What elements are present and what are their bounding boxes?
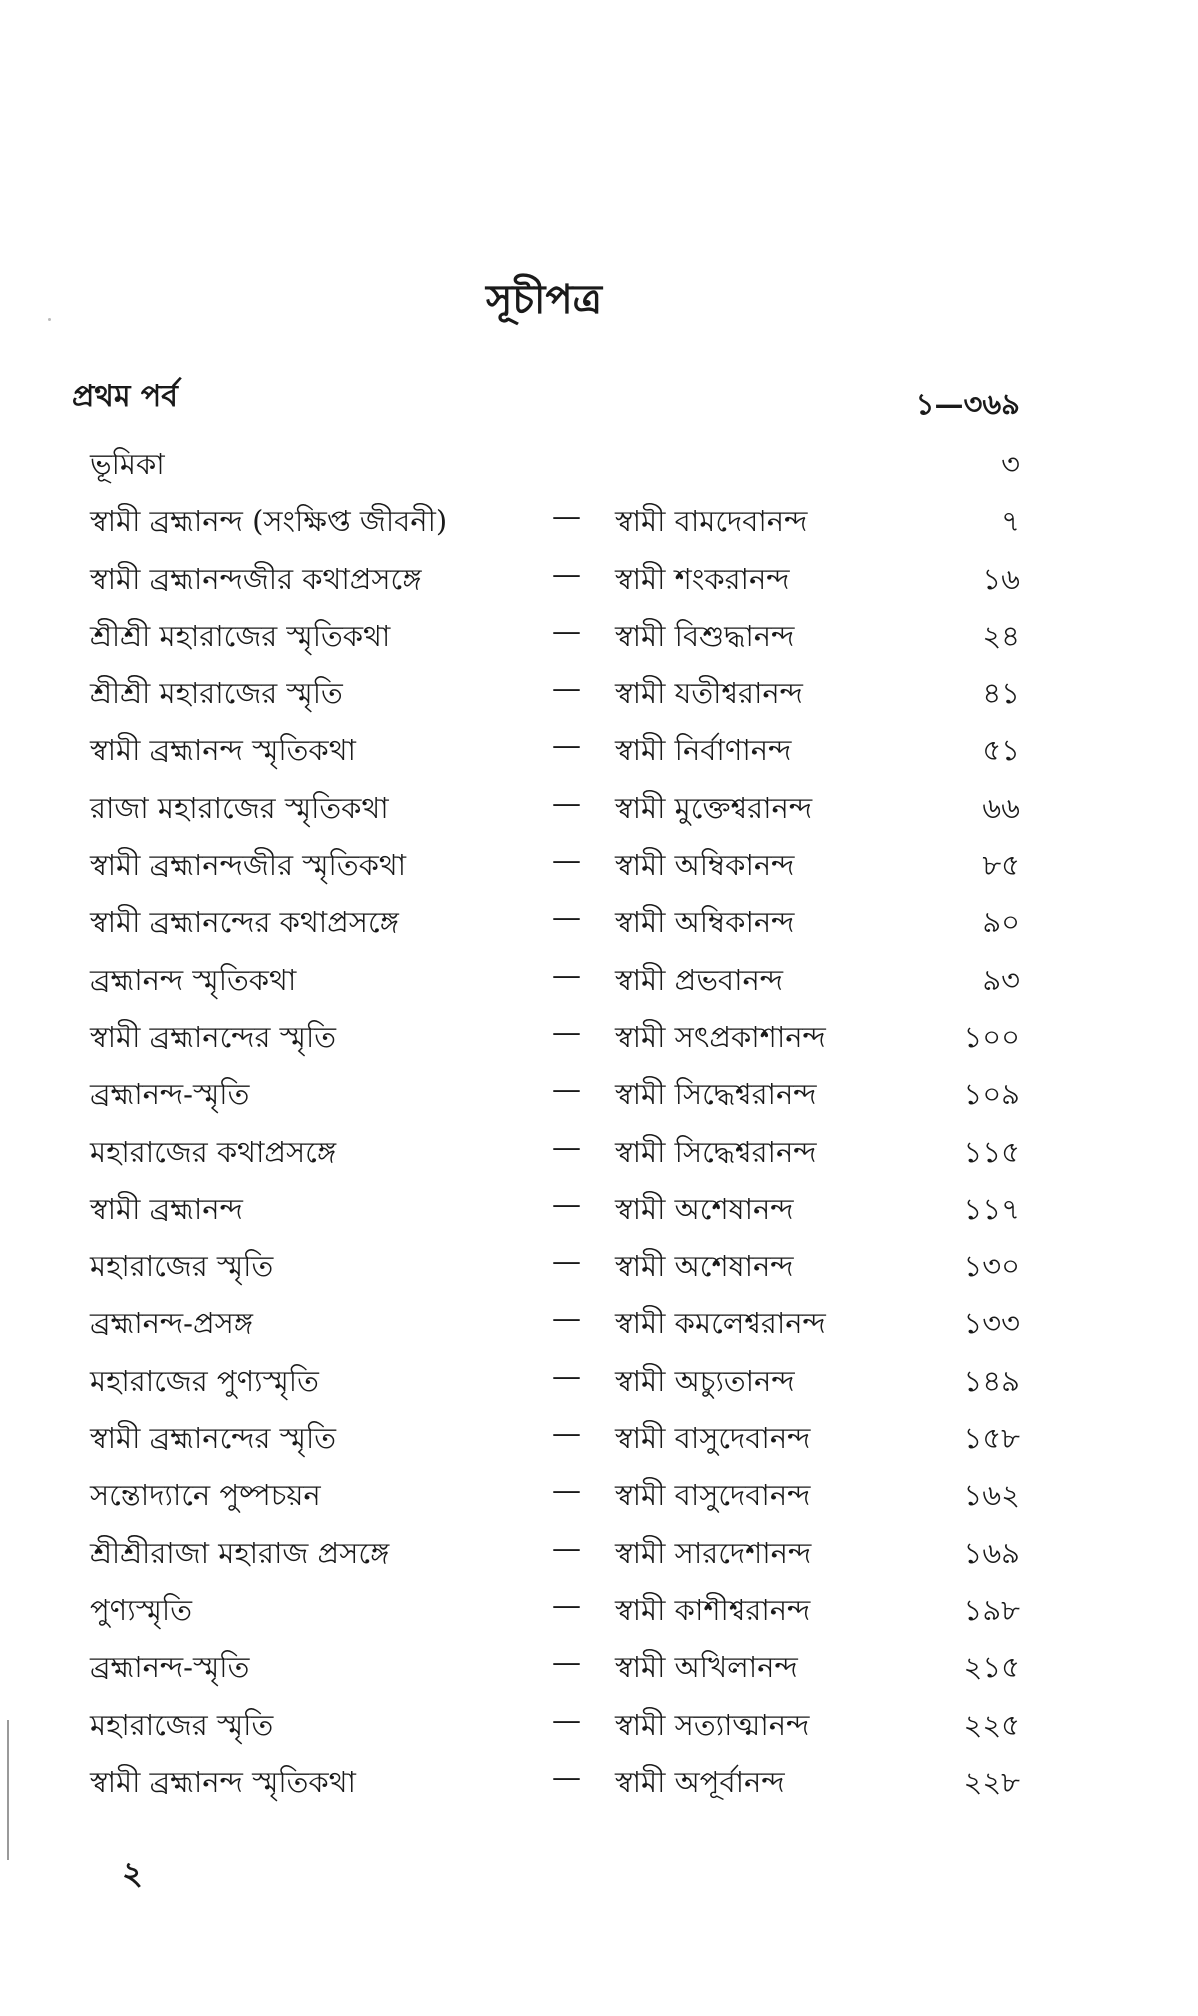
entry-title: শ্রীশ্রী মহারাজের স্মৃতি — [90, 676, 343, 711]
entry-page-number: ২২৫ — [963, 1707, 1020, 1742]
section-page-range: ১—৩৬৯ — [915, 387, 1020, 421]
toc-entry — [0, 1691, 1198, 1748]
toc-entry — [0, 430, 1198, 487]
entry-dash: — — [552, 556, 581, 591]
toc-entry — [0, 1232, 1198, 1289]
entry-author: স্বামী অশেষানন্দ — [615, 1191, 794, 1226]
entry-page-number: ১১৫ — [963, 1134, 1020, 1169]
entry-page-number: ৫১ — [982, 733, 1020, 768]
toc-entry — [0, 1404, 1198, 1461]
entry-page-number: ১৬২ — [963, 1478, 1020, 1513]
toc-entry — [0, 545, 1198, 602]
entry-page-number: ১৩৩ — [963, 1306, 1020, 1341]
entry-page-number: ১০৯ — [963, 1077, 1020, 1112]
entry-title: ব্রহ্মানন্দ-প্রসঙ্গ — [90, 1306, 254, 1341]
entry-title: স্বামী ব্রহ্মানন্দ (সংক্ষিপ্ত জীবনী) — [90, 504, 448, 539]
entry-page-number: ৯৩ — [982, 962, 1020, 997]
toc-entry — [0, 1118, 1198, 1175]
toc-entry — [0, 716, 1198, 773]
toc-entry — [0, 1289, 1198, 1346]
entry-author: স্বামী বামদেবানন্দ — [615, 504, 808, 539]
entry-title: রাজা মহারাজের স্মৃতিকথা — [90, 790, 389, 825]
section-title: প্রথম পর্ব — [72, 379, 178, 414]
toc-entry — [0, 487, 1198, 544]
entry-title: ভূমিকা — [90, 447, 165, 481]
entry-page-number: ২২৮ — [963, 1764, 1020, 1799]
entry-author: স্বামী সিদ্ধেশ্বরানন্দ — [615, 1134, 817, 1169]
entry-page-number: ১৩০ — [963, 1249, 1020, 1284]
entry-dash: — — [552, 1645, 581, 1680]
entry-dash: — — [552, 1587, 581, 1622]
entry-title: মহারাজের পুণ্যস্মৃতি — [90, 1363, 319, 1398]
entry-title: স্বামী ব্রহ্মানন্দের কথাপ্রসঙ্গে — [90, 905, 399, 940]
entry-dash: — — [552, 1014, 581, 1049]
entry-page-number: ১০০ — [963, 1019, 1020, 1054]
toc-entry — [0, 659, 1198, 716]
entry-dash: — — [552, 785, 581, 820]
toc-entry — [0, 1003, 1198, 1060]
entry-title: ব্রহ্মানন্দ স্মৃতিকথা — [90, 962, 297, 997]
toc-entry — [0, 1175, 1198, 1232]
toc-entry — [0, 1060, 1198, 1117]
toc-entry — [0, 1748, 1198, 1805]
entry-author: স্বামী সত্যাত্মানন্দ — [615, 1707, 810, 1742]
entry-title: পুণ্যস্মৃতি — [90, 1592, 192, 1627]
entry-title: স্বামী ব্রহ্মানন্দজীর স্মৃতিকথা — [90, 848, 407, 883]
entry-author: স্বামী কমলেশ্বরানন্দ — [615, 1306, 826, 1341]
entry-title: সন্তোদ্যানে পুষ্পচয়ন — [90, 1478, 321, 1513]
toc-entry — [0, 1633, 1198, 1690]
entry-author: স্বামী অম্বিকানন্দ — [615, 905, 795, 940]
entry-title: মহারাজের কথাপ্রসঙ্গে — [90, 1134, 337, 1169]
entry-dash: — — [552, 843, 581, 878]
toc-entry — [0, 602, 1198, 659]
entry-author: স্বামী শংকরানন্দ — [615, 561, 790, 596]
entry-page-number: ১৫৮ — [963, 1421, 1020, 1456]
entry-title: ব্রহ্মানন্দ-স্মৃতি — [90, 1077, 250, 1112]
entry-dash: — — [552, 1416, 581, 1451]
entry-title: স্বামী ব্রহ্মানন্দ স্মৃতিকথা — [90, 1764, 356, 1799]
entry-dash: — — [552, 1301, 581, 1336]
toc-entry — [0, 1461, 1198, 1518]
toc-entry — [0, 1519, 1198, 1576]
entry-author: স্বামী বাসুদেবানন্দ — [615, 1421, 811, 1456]
entry-title: মহারাজের স্মৃতি — [90, 1707, 274, 1742]
entry-author: স্বামী মুক্তেশ্বরানন্দ — [615, 790, 813, 825]
entry-author: স্বামী নির্বাণানন্দ — [615, 733, 792, 768]
toc-entry — [0, 774, 1198, 831]
entry-dash: — — [552, 1702, 581, 1737]
entry-title: ব্রহ্মানন্দ-স্মৃতি — [90, 1650, 250, 1685]
entry-dash: — — [552, 1129, 581, 1164]
entry-author: স্বামী প্রভবানন্দ — [615, 962, 784, 997]
entry-dash: — — [552, 1072, 581, 1107]
toc-entry — [0, 1576, 1198, 1633]
entry-dash: — — [552, 613, 581, 648]
entry-dash: — — [552, 1530, 581, 1565]
entry-author: স্বামী কাশীশ্বরানন্দ — [615, 1592, 811, 1627]
entry-title: স্বামী ব্রহ্মানন্দ স্মৃতিকথা — [90, 733, 356, 768]
page-number: ২ — [122, 1854, 143, 1892]
entry-page-number: ১১৭ — [963, 1191, 1020, 1226]
entry-author: স্বামী অশেষানন্দ — [615, 1249, 794, 1284]
entry-page-number: ৭ — [1001, 504, 1020, 539]
toc-entry — [0, 888, 1198, 945]
toc-entry — [0, 831, 1198, 888]
entry-dash: — — [552, 1759, 581, 1794]
toc-entry — [0, 946, 1198, 1003]
entry-dash: — — [552, 1358, 581, 1393]
page-title: সূচীপত্র — [486, 276, 602, 323]
entry-author: স্বামী বাসুদেবানন্দ — [615, 1478, 811, 1513]
entry-dash: — — [552, 1186, 581, 1221]
entry-title: শ্রীশ্রী মহারাজের স্মৃতিকথা — [90, 618, 391, 653]
entry-page-number: ২১৫ — [963, 1650, 1020, 1685]
entry-author: স্বামী বিশুদ্ধানন্দ — [615, 618, 795, 653]
toc-entry — [0, 1347, 1198, 1404]
entry-page-number: ১৬৯ — [963, 1535, 1020, 1570]
entry-title: শ্রীশ্রীরাজা মহারাজ প্রসঙ্গে — [90, 1535, 390, 1570]
entry-title: স্বামী ব্রহ্মানন্দ — [90, 1191, 243, 1226]
entry-title: স্বামী ব্রহ্মানন্দের স্মৃতি — [90, 1421, 337, 1456]
entry-author: স্বামী সৎপ্রকাশানন্দ — [615, 1019, 826, 1054]
entry-dash: — — [552, 728, 581, 763]
entry-author: স্বামী অম্বিকানন্দ — [615, 848, 795, 883]
entry-author: স্বামী যতীশ্বরানন্দ — [615, 676, 803, 711]
entry-page-number: ৯০ — [982, 905, 1020, 940]
entry-page-number: ১৪৯ — [963, 1363, 1020, 1398]
entry-page-number: ১৯৮ — [963, 1592, 1020, 1627]
entry-dash: — — [552, 957, 581, 992]
entry-page-number: ৩ — [1001, 447, 1020, 481]
entry-author: স্বামী অখিলানন্দ — [615, 1650, 798, 1685]
entry-dash: — — [552, 1244, 581, 1279]
entry-title: মহারাজের স্মৃতি — [90, 1249, 274, 1284]
entry-page-number: ৪১ — [982, 676, 1020, 711]
entry-title: স্বামী ব্রহ্মানন্দজীর কথাপ্রসঙ্গে — [90, 561, 422, 596]
entry-title: স্বামী ব্রহ্মানন্দের স্মৃতি — [90, 1019, 337, 1054]
entry-author: স্বামী অচ্যুতানন্দ — [615, 1363, 795, 1398]
entry-page-number: ১৬ — [982, 561, 1020, 596]
entry-page-number: ৮৫ — [982, 848, 1020, 883]
entry-page-number: ২৪ — [982, 618, 1020, 653]
table-of-contents — [0, 430, 1198, 1805]
entry-dash: — — [552, 1473, 581, 1508]
entry-author: স্বামী অপূর্বানন্দ — [615, 1764, 785, 1799]
entry-author: স্বামী সারদেশানন্দ — [615, 1535, 812, 1570]
entry-dash: — — [552, 900, 581, 935]
entry-dash: — — [552, 671, 581, 706]
entry-author: স্বামী সিদ্ধেশ্বরানন্দ — [615, 1077, 817, 1112]
entry-page-number: ৬৬ — [982, 790, 1020, 825]
entry-dash: — — [552, 499, 581, 534]
